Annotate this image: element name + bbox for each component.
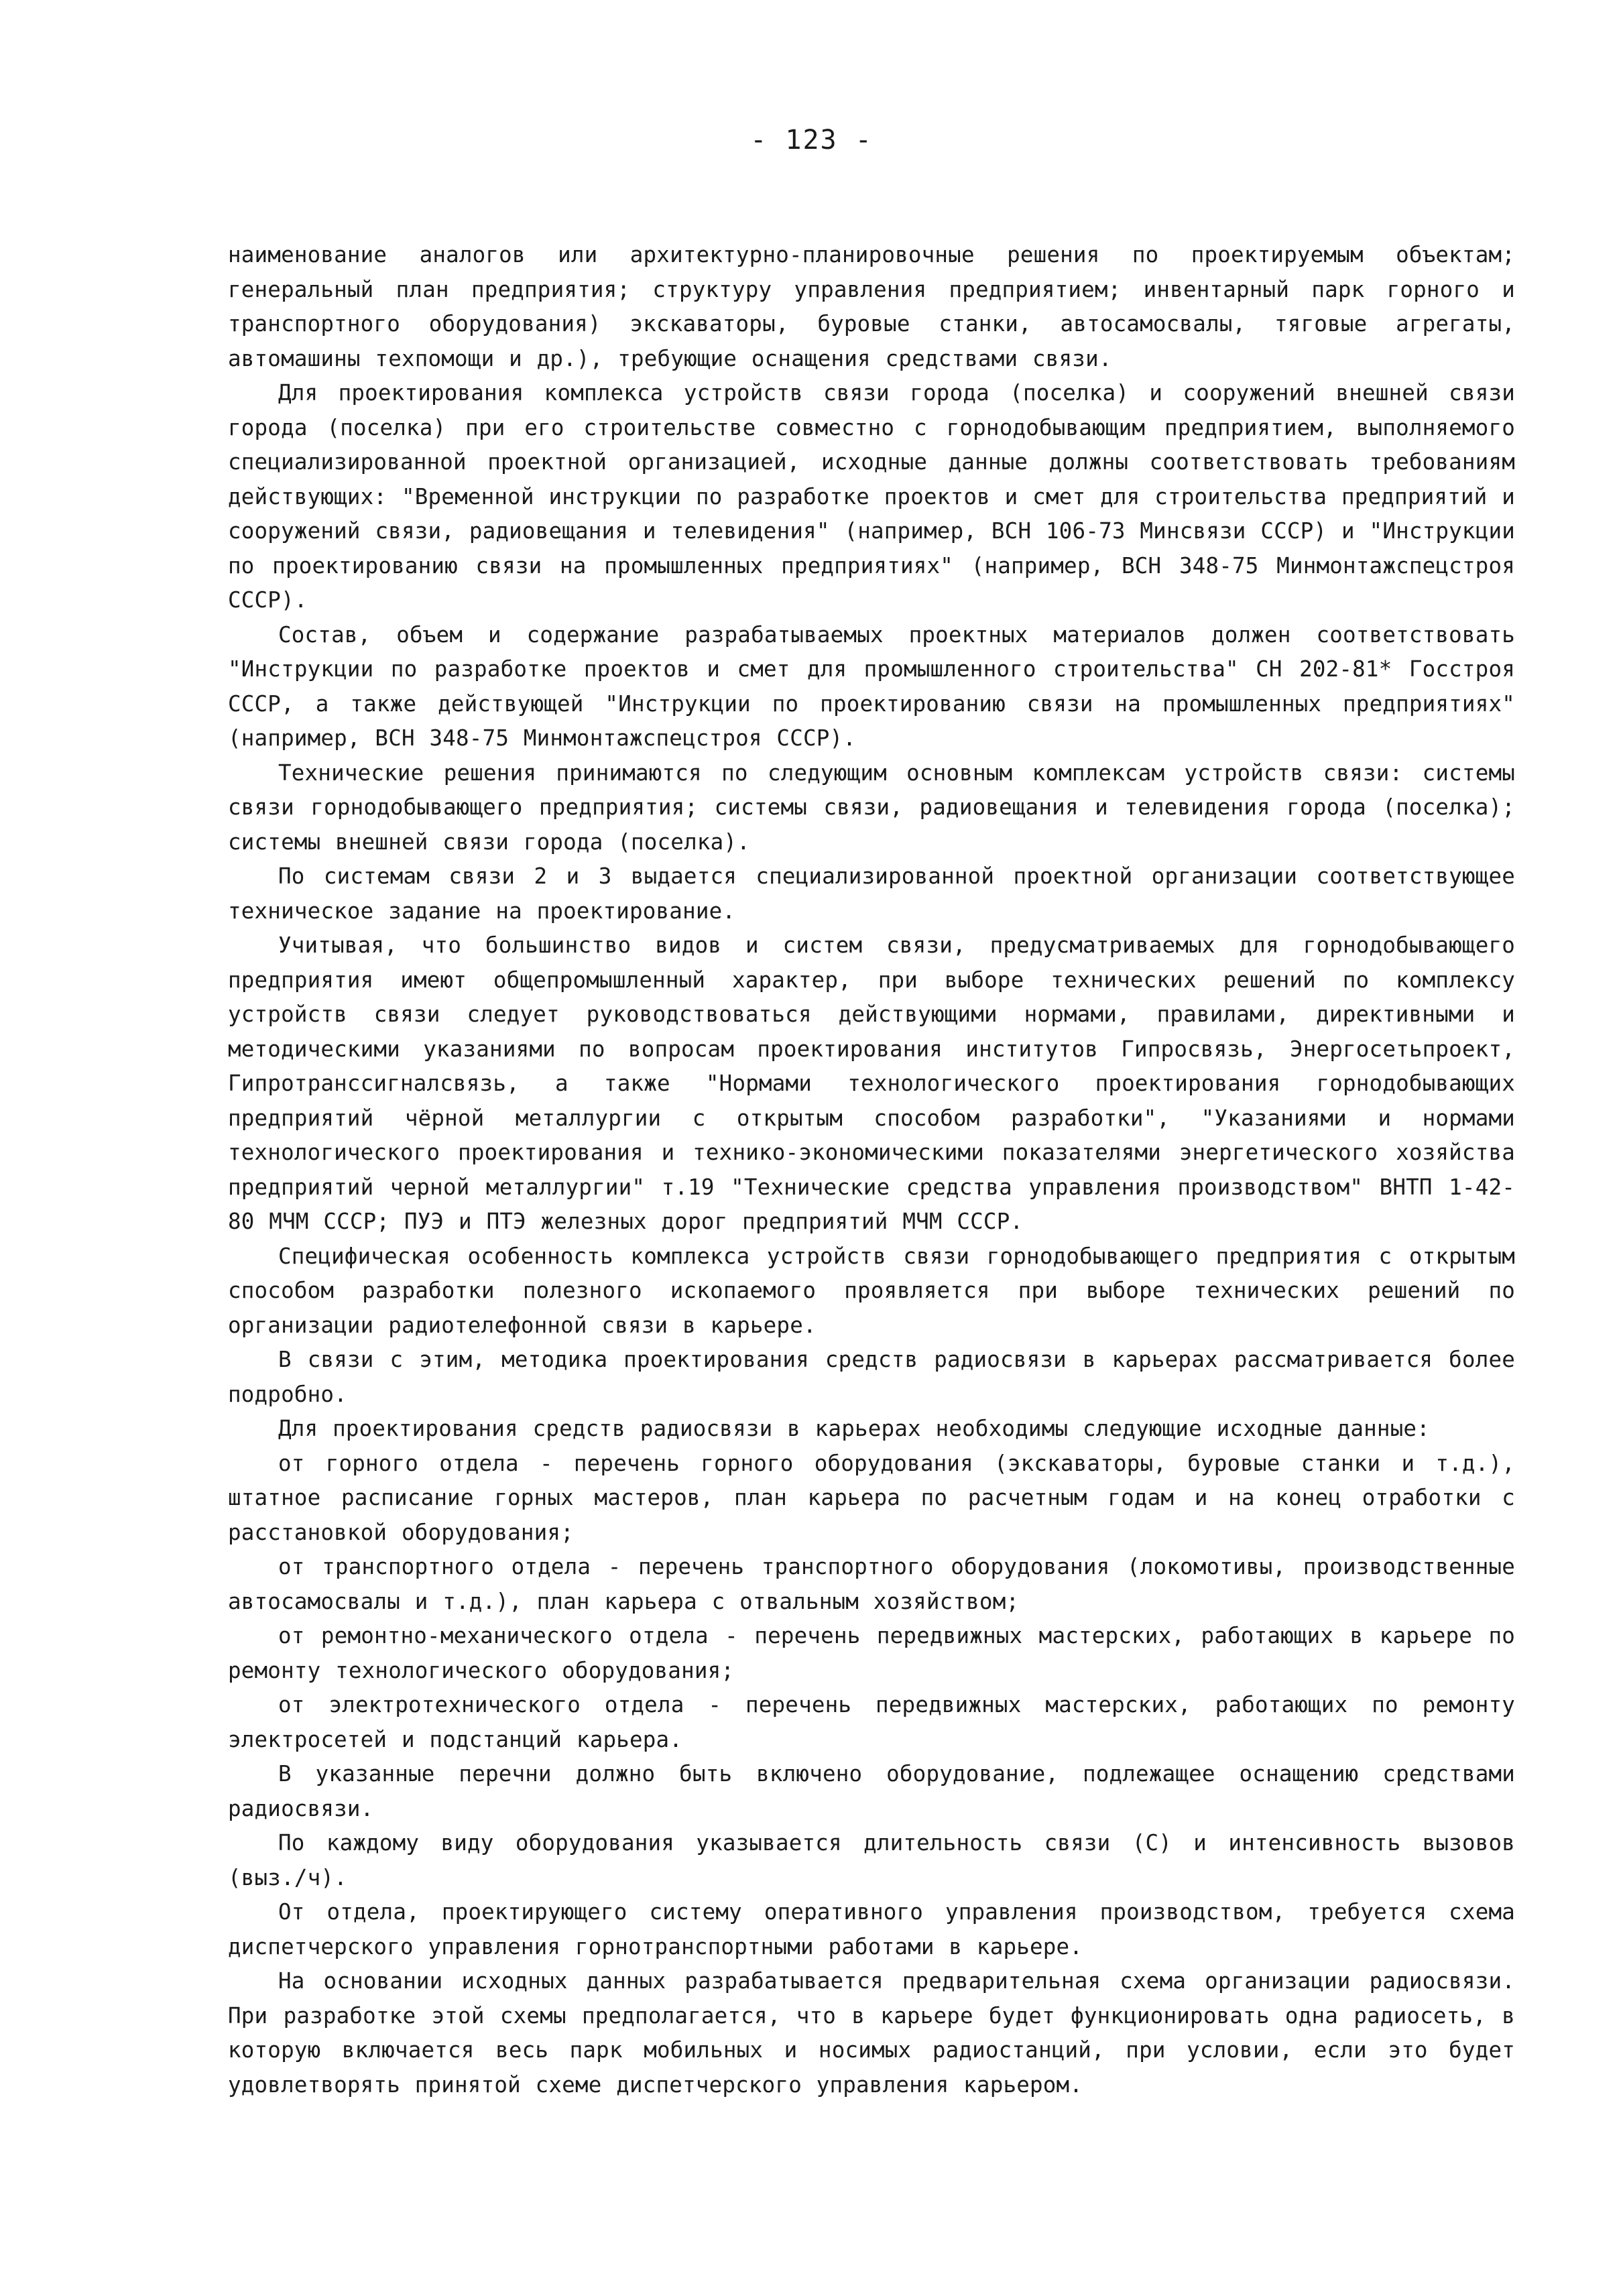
paragraph-input-data: Для проектирования средств радиосвязи в карьерах необходимы следующие исходные данные: [278,1416,1430,1441]
paragraph-transport-department: от транспортного отдела - перечень транспортного оборудования (локомотивы, производственные автосамосвалы и т.д.), план карьера с отвальным хозяйством; [228,1554,1515,1614]
paragraph-mining-department: от горного отдела - перечень горного оборудования (экскаваторы, буровые станки и т.д.), штатное расписание горных мастеров, план карьера по расчетным годам и на конец отработки с расстановкой оборудования; [228,1450,1515,1545]
paragraph-systems: По системам связи 2 и 3 выдается специализированной проектной организации соответствующее техническое задание на проектирование. [228,863,1515,924]
paragraph-intro: наименование аналогов или архитектурно-планировочные решения по проектируемым объектам; генеральный план предприятия; структуру управления предприятием; инвентарный парк горного и транспортного оборудования) экскаваторы, буровые станки, автосамосвалы, тяговые агрегаты, автомашины техпомощи и др.), требующие оснащения средствами связи. [228,242,1515,371]
paragraph-design-city: Для проектирования комплекса устройств связи города (поселка) и сооружений внешней связи города (поселка) при его строительстве совместно с горнодобывающим предприятием, выполняемого специализированной проектной организацией, исходные данные должны соответствовать требованиям действующих: "Временной инструкции по разработке проектов и смет для строительства предприятий и сооружений связи, радиовещания и телевидения" (например, ВСН 106-73 Минсвязи СССР) и "Инструкции по проектированию связи на промышленных предприятиях" (например, ВСН 348-75 Минмонтажспецстроя СССР). [228,380,1515,613]
paragraph-equipment-lists: В указанные перечни должно быть включено оборудование, подлежащее оснащению средствами радиосвязи. [228,1761,1515,1821]
page-number: - 123 - [750,125,873,156]
paragraph-electro-department: от электротехнического отдела - перечень передвижных мастерских, работающих по ремонту электросетей и подстанций карьера. [228,1692,1515,1752]
paragraph-technical-solutions: Технические решения принимаются по следующим основным комплексам устройств связи: системы связи горнодобывающего предприятия; системы связи, радиовещания и телевидения города (поселка); системы внешней связи города (поселка). [228,760,1515,855]
paragraph-composition: Состав, объем и содержание разрабатываемых проектных материалов должен соответствовать "Инструкции по разработке проектов и смет для промышленного строительства" СН 202-81* Госстроя СССР, а также действующей "Инструкции по проектированию связи на промышленных предприятиях" (например, ВСН 348-75 Минмонтажспецстроя СССР). [228,621,1515,751]
paragraph-repair-department: от ремонтно-механического отдела - перечень передвижных мастерских, работающих в карьере по ремонту технологического оборудования; [228,1623,1515,1683]
paragraph-duration-intensity: По каждому виду оборудования указывается длительность связи (С) и интенсивность вызовов (выз./ч). [228,1830,1515,1890]
document-body [228,238,1515,2102]
paragraph-methodology: В связи с этим, методика проектирования средств радиосвязи в карьерах рассматривается более подробно. [228,1347,1515,1407]
paragraph-specific-feature: Специфическая особенность комплекса устройств связи горнодобывающего предприятия с открытым способом разработки полезного ископаемого проявляется при выборе технических решений по организации радиотелефонной связи в карьере. [228,1243,1515,1338]
paragraph-preliminary-scheme: На основании исходных данных разрабатывается предварительная схема организации радиосвязи. При разработке этой схемы предполагается, что в карьере будет функционировать одна радиосеть, в которую включается весь парк мобильных и носимых радиостанций, при условии, если это будет удовлетворять принятой схеме диспетчерского управления карьером. [228,1968,1515,2098]
paragraph-considering: Учитывая, что большинство видов и систем связи, предусматриваемых для горнодобывающего предприятия имеют общепромышленный характер, при выборе технических решений по комплексу устройств связи следует руководствоваться действующими нормами, правилами, директивными и методическими указаниями по вопросам проектирования институтов Гипросвязь, Энергосетьпроект, Гипротранссигналсвязь, а также "Нормами технологического проектирования горнодобывающих предприятий чёрной металлургии с открытым способом разработки", "Указаниями и нормами технологического проектирования и технико-экономическими показателями энергетического хозяйства предприятий черной металлургии" т.19 "Технические средства управления производством" ВНТП 1-42-80 МЧМ СССР; ПУЭ и ПТЭ железных дорог предприятий МЧМ СССР. [228,932,1515,1234]
paragraph-dispatch-scheme: От отдела, проектирующего систему оперативного управления производством, требуется схема диспетчерского управления горнотранспортными работами в карьере. [228,1899,1515,1959]
